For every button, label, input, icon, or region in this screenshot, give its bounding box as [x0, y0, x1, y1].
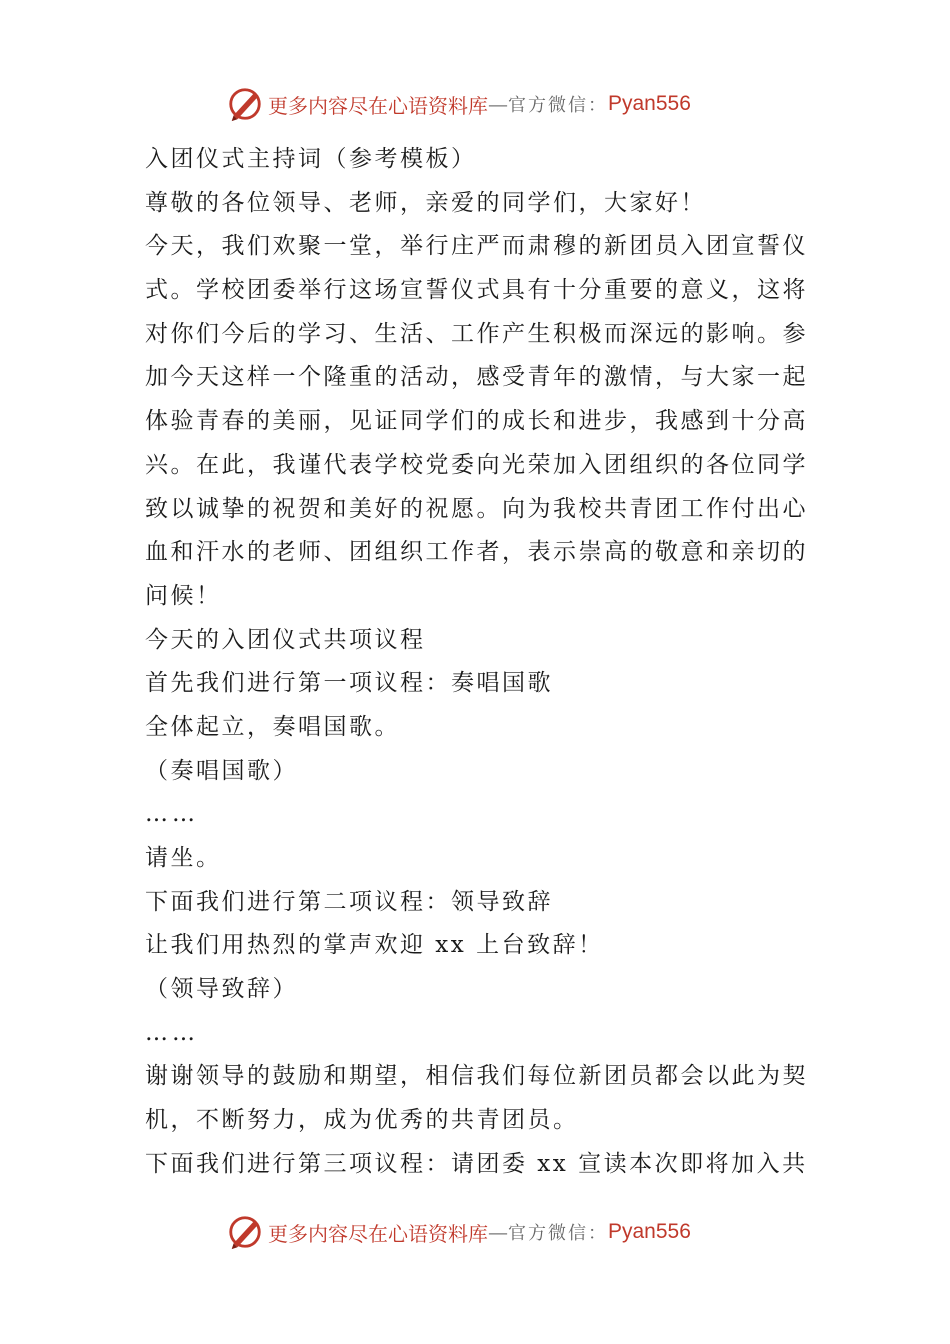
text-line: 问候！: [145, 582, 222, 609]
text-line: 全体起立，奏唱国歌。: [145, 713, 400, 740]
text-line: 首先我们进行第一项议程：奏唱国歌: [145, 670, 553, 697]
text-line: 尊敬的各位领导、老师，亲爱的同学们，大家好！: [145, 189, 706, 216]
text-line: 今天，我们欢聚一堂，举行庄严而肃穆的新团员入团宣誓仪: [145, 233, 808, 260]
text-line: 请坐。: [145, 845, 222, 871]
text-line: 下面我们进行第三项议程：请团委 xx 宣读本次即将加入共: [145, 1150, 808, 1177]
text-line: 谢谢领导的鼓励和期望，相信我们每位新团员都会以此为契: [145, 1063, 808, 1090]
ellipsis-line: ……: [145, 801, 199, 828]
banner-wechat-id: Pyan556: [608, 92, 691, 115]
document-body: [145, 138, 815, 1187]
text-line: 机，不断努力，成为优秀的共青团员。: [145, 1107, 579, 1134]
banner-wechat-id: Pyan556: [608, 1220, 691, 1243]
ellipsis-line: ……: [145, 1019, 199, 1046]
text-line: （领导致辞）: [145, 976, 298, 1003]
text-line: 兴。在此，我谨代表学校党委向光荣加入团组织的各位同学: [145, 451, 808, 478]
pen-circle-logo-icon: [226, 85, 264, 123]
text-line: 血和汗水的老师、团组织工作者，表示崇高的敬意和亲切的: [145, 539, 808, 566]
document-title: 入团仪式主持词（参考模板）: [145, 146, 477, 172]
pen-circle-logo-icon: [226, 1213, 264, 1251]
banner-separator: —: [488, 1220, 508, 1244]
banner-separator: —: [488, 92, 508, 116]
text-line: 今天的入团仪式共项议程: [145, 626, 426, 653]
header-banner: [226, 84, 746, 124]
text-line: 让我们用热烈的掌声欢迎 xx 上台致辞！: [145, 932, 604, 959]
text-line: 下面我们进行第二项议程：领导致辞: [145, 888, 553, 915]
footer-banner: [226, 1212, 746, 1252]
text-line: 体验青春的美丽，见证同学们的成长和进步，我感到十分高: [145, 408, 808, 435]
text-line: 式。学校团委举行这场宣誓仪式具有十分重要的意义，这将: [145, 277, 808, 304]
banner-wechat-label: 官方微信：: [508, 1223, 608, 1244]
text-line: 对你们今后的学习、生活、工作产生积极而深远的影响。参: [145, 320, 808, 347]
banner-title: 更多内容尽在心语资料库: [268, 1221, 488, 1246]
text-line: 致以诚挚的祝贺和美好的祝愿。向为我校共青团工作付出心: [145, 495, 808, 522]
banner-title: 更多内容尽在心语资料库: [268, 93, 488, 118]
text-line: （奏唱国歌）: [145, 757, 298, 784]
banner-wechat-label: 官方微信：: [508, 95, 608, 116]
text-line: 加今天这样一个隆重的活动，感受青年的激情，与大家一起: [145, 364, 808, 391]
